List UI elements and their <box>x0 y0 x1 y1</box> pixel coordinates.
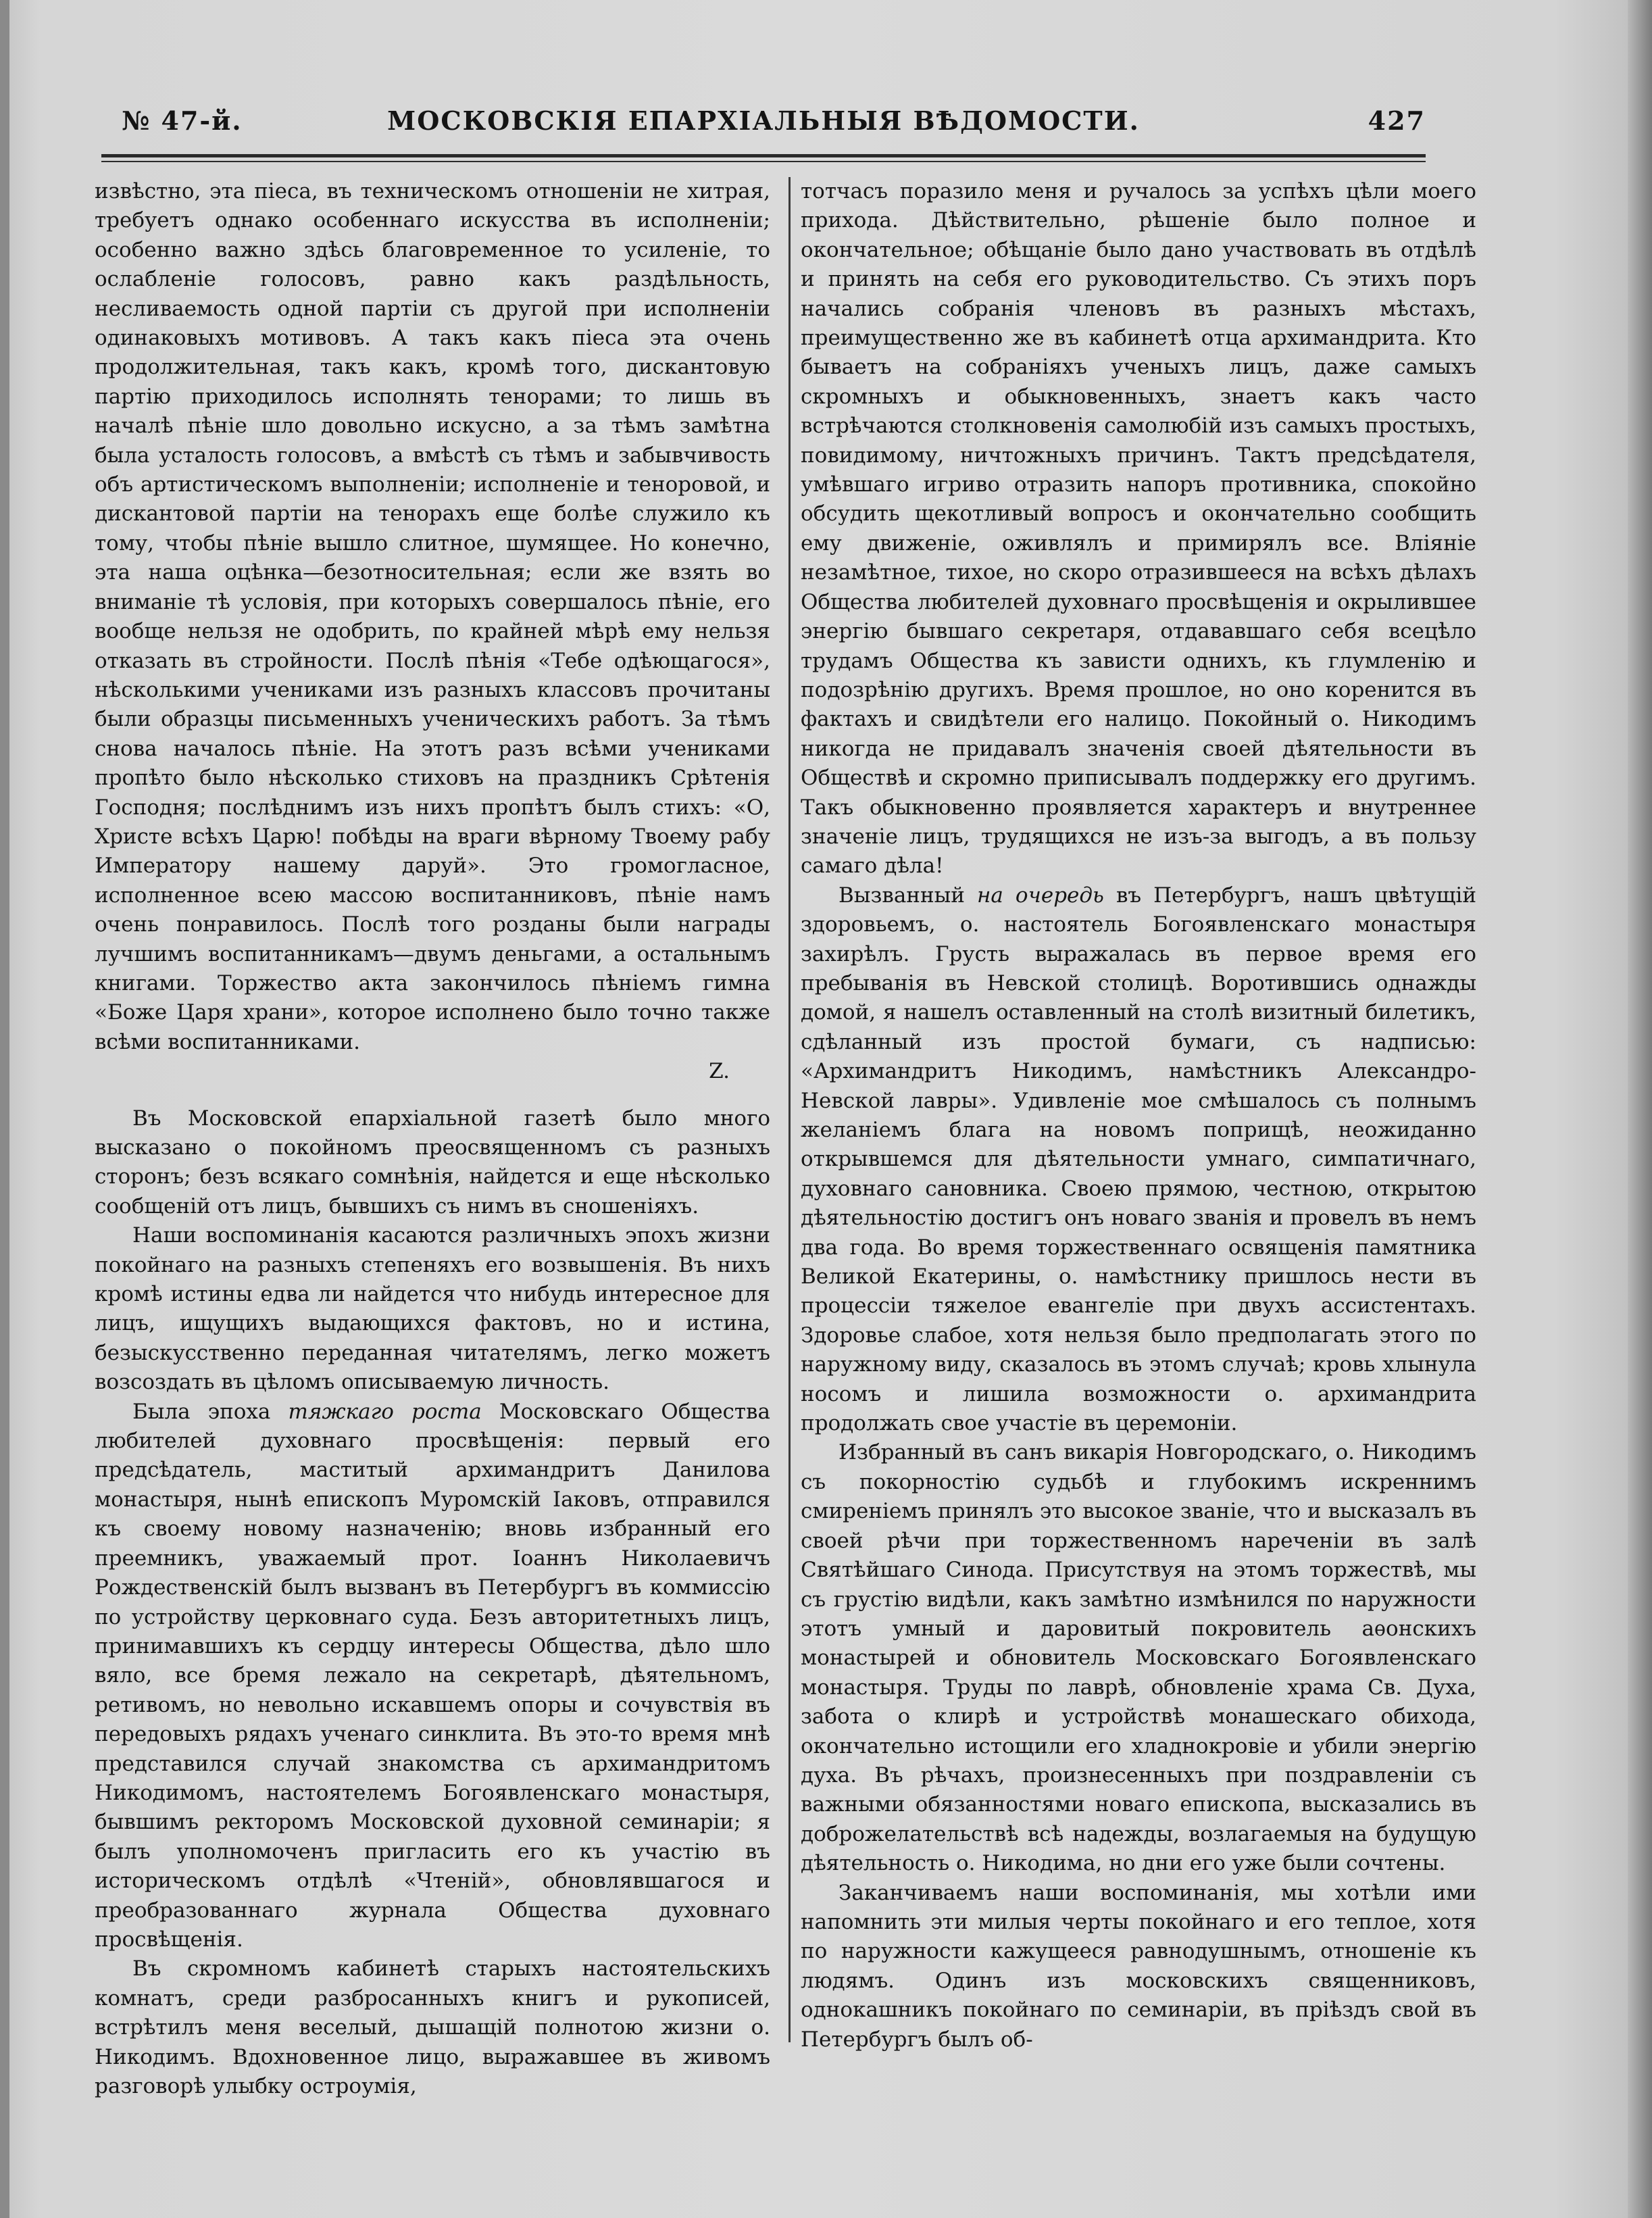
right-paragraph-2-rest: въ Петербургъ, нашъ цвѣтущiй здоровьемъ, о. настоятель Богоявленскаго монастыря захирѣлъ. Грусть выражалась въ первое время его пребыванiя въ Невской столицѣ. Воротившись однажды домой, я нашелъ оставленный на столѣ визитный билетикъ, сдѣланный изъ простой бумаги, съ надписью: «Архимандритъ Никодимъ, намѣстникъ Александро-Невской лавры». Удивленiе мое смѣшалось съ полнымъ желанiемъ блага на новомъ поприщѣ, неожиданно открывшемся для дѣятельности умнаго, симпатичнаго, духовнаго сановника. Своею прямою, честною, открытою дѣятельностiю достигъ онъ новаго званiя и провелъ въ немъ два года. Во время торжественнаго освященiя памятника Великой Екатерины, о. намѣстнику пришлось нести въ процессiи тяжелое евангелiе при двухъ ассистентахъ. Здоровье слабое, хотя нельзя было предполагать этого по наружному виду, сказалось въ этомъ случаѣ; кровь хлынула носомъ и лишила возможности о. архимандрита продолжать свое участiе въ церемонiи. <box>801 883 1477 1436</box>
publication-title: МОСКОВСКІЯ ЕПАРХІАЛЬНЫЯ ВѢДОМОСТИ. <box>387 105 1140 136</box>
page-number: 427 <box>1368 105 1426 136</box>
scan-edge-right <box>1628 0 1652 2218</box>
column-divider <box>789 177 791 2042</box>
header-rule-thin <box>101 161 1426 162</box>
right-column <box>801 177 1476 2054</box>
right-paragraph-4: Заканчиваемъ наши воспоминанiя, мы хотѣли ими напомнить эти милыя черты покойнаго и его теплое, хотя по наружности кажущееся равнодушнымъ, отношенiе къ людямъ. Одинъ изъ московскихъ священниковъ, однокашникъ покойнаго по семинарiи, въ прiѣздъ свой въ Петербургъ былъ об- <box>801 1880 1476 2052</box>
left-paragraph-4-emphasis: тяжкаго роста <box>288 1399 482 1424</box>
page-header <box>101 101 1426 149</box>
left-paragraph-2: Въ Московской епархiальной газетѣ было много высказано о покойномъ преосвященномъ съ разныхъ сторонъ; безъ всякаго сомнѣнiя, найдется и еще нѣсколько сообщенiй отъ лицъ, бывшихъ съ нимъ въ сношенiяхъ. <box>95 1106 770 1218</box>
right-paragraph-3: Избранный въ санъ викарiя Новгородскаго, о. Никодимъ съ покорностiю судьбѣ и глубокимъ искреннимъ смиренiемъ принялъ это высокое званiе, что и высказалъ въ своей рѣчи при торжественномъ нареченiи въ залѣ Святѣйшаго Синода. Присутствуя на этомъ торжествѣ, мы съ грустiю видѣли, какъ замѣтно измѣнился по наружности этотъ умный и даровитый покровитель аѳонскихъ монастырей и обновитель Московскаго Богоявленскаго монастыря. Труды по лаврѣ, обновленiе храма Св. Духа, забота о клирѣ и устройствѣ монашескаго обихода, окончательно истощили его хладнокровiе и убили энергiю духа. Въ рѣчахъ, произнесенныхъ при поздравленiи съ важными обязанностями новаго епископа, высказались въ доброжелательствѣ всѣ надежды, возлагаемыя на будущую дѣятельность о. Никодима, но дни его уже были сочтены. <box>801 1440 1476 1876</box>
signature: Z. <box>709 1059 730 1084</box>
right-paragraph-2-start: Вызванный <box>838 883 977 908</box>
left-column <box>95 177 770 2101</box>
right-paragraph-2 <box>801 881 1476 1439</box>
header-rule-thick <box>101 154 1426 157</box>
left-paragraph-4 <box>95 1398 770 1955</box>
left-paragraph-3: Наши воспоминанiя касаются различныхъ эпохъ жизни покойнаго на разныхъ степеняхъ его возвышенiя. Въ нихъ кромѣ истины едва ли найдется что нибудь интересное для лицъ, ищущихъ выдающихся фактовъ, но и истина, безыскусственно переданная читателямъ, легко можетъ возсоздать въ цѣломъ описываемую личность. <box>95 1223 770 1395</box>
left-paragraph-5: Въ скромномъ кабинетѣ старыхъ настоятельскихъ комнатъ, среди разбросанныхъ книгъ и рукописей, встрѣтилъ меня веселый, дышащiй полнотою жизни о. Никодимъ. Вдохновенное лицо, выражавшее въ живомъ разговорѣ улыбку остроумiя, <box>95 1956 770 2098</box>
right-paragraph-1: тотчасъ поразило меня и ручалось за успѣхъ цѣли моего прихода. Дѣйствительно, рѣшенiе было полное и окончательное; обѣщанiе было дано участвовать въ отдѣлѣ и принять на себя его руководительство. Съ этихъ поръ начались собранiя членовъ въ разныхъ мѣстахъ, преимущественно же въ кабинетѣ отца архимандрита. Кто бываетъ на собранiяхъ ученыхъ лицъ, даже самыхъ скромныхъ и обыкновенныхъ, знаетъ какъ часто встрѣчаются столкновенiя самолюбiй изъ самыхъ простыхъ, повидимому, ничтожныхъ причинъ. Тактъ предсѣдателя, умѣвшаго игриво отразить напоръ противника, спокойно обсудить щекотливый вопросъ и окончательно сообщить ему движенiе, оживлялъ и примирялъ все. Влiянiе незамѣтное, тихое, но скоро отразившееся на всѣхъ дѣлахъ Общества любителей духовнаго просвѣщенiя и окрылившее энергiю бывшаго секретаря, отдававшаго себя всецѣло трудамъ Общества къ зависти однихъ, къ глумленiю и подозрѣнiю другихъ. Время прошлое, но оно коренится въ фактахъ и свидѣтели его налицо. Покойный о. Никодимъ никогда не придавалъ значенiя своей дѣятельности въ Обществѣ и скромно приписывалъ поддержку его другимъ. Такъ обыкновенно проявляется характеръ и внутреннее значенiе лицъ, трудящихся не изъ-за выгодъ, а въ пользу самаго дѣла! <box>801 179 1476 879</box>
right-paragraph-2-emphasis: на очередь <box>976 883 1104 908</box>
left-paragraph-4-rest: Московскаго Общества любителей духовнаго просвѣщенiя: первый его предсѣдатель, маститый архимандритъ Данилова монастыря, нынѣ епископъ Муромскiй Iаковъ, отправился къ своему новому назначенiю; вновь избранный его преемникъ, уважаемый прот. Iоаннъ Николаевичъ Рождественскiй былъ вызванъ въ Петербургъ въ коммиссiю по устройству церковнаго суда. Безъ авторитетныхъ лицъ, принимавшихъ къ сердцу интересы Общества, дѣло шло вяло, все бремя лежало на секретарѣ, дѣятельномъ, ретивомъ, но невольно искавшемъ опоры и сочувствiя въ передовыхъ рядахъ ученаго синклита. Въ это-то время мнѣ представился случай знакомства съ архимандритомъ Никодимомъ, настоятелемъ Богоявленскаго монастыря, бывшимъ ректоромъ Московской духовной семинарiи; я былъ уполномоченъ пригласить его къ участiю въ историческомъ отдѣлѣ «Чтенiй», обновлявшагося и преобразованнаго журнала Общества духовнаго просвѣщенiя. <box>95 1399 770 1952</box>
scan-edge-left <box>0 0 9 2218</box>
issue-number: № 47-й. <box>122 105 243 136</box>
left-paragraph-4-start: Была эпоха <box>132 1399 289 1424</box>
left-paragraph-1: извѣстно, эта пiеса, въ техническомъ отношенiи не хитрая, требуетъ однако особеннаго искусства въ исполненiи; особенно важно здѣсь благовременное то усиленiе, то ослабленiе голосовъ, равно какъ раздѣльность, несливаемость одной партiи съ другой при исполненiи одинаковыхъ мотивовъ. А такъ какъ пiеса эта очень продолжительная, такъ какъ, кромѣ того, дискантовую партiю приходилось исполнять тенорами; то лишь въ началѣ пѣнiе шло довольно искусно, а за тѣмъ замѣтна была усталость голосовъ, а вмѣстѣ съ тѣмъ и забывчивость объ артистическомъ выполненiи; исполненiе и теноровой, и дискантовой партiи на тенорахъ еще болѣе служило къ тому, чтобы пѣнiе вышло слитное, шумящее. Но конечно, эта наша оцѣнка—безотносительная; если же взять во вниманiе тѣ условiя, при которыхъ совершалось пѣнiе, его вообще нельзя не одобрить, по крайней мѣрѣ ему нельзя отказать въ стройности. Послѣ пѣнiя «Тебе одѣющагося», нѣсколькими учениками изъ разныхъ классовъ прочитаны были образцы письменныхъ ученическихъ работъ. За тѣмъ снова началось пѣнiе. На этотъ разъ всѣми учениками пропѣто было нѣсколько стиховъ на праздникъ Срѣтенiя Господня; послѣднимъ изъ нихъ пропѣтъ былъ стихъ: «О, Христе всѣхъ Царю! побѣды на враги вѣрному Твоему рабу Императору нашему даруй». Это громогласное, исполненное всею массою воспитанниковъ, пѣнiе намъ очень понравилось. Послѣ того розданы были награды лучшимъ воспитанникамъ—двумъ деньгами, а остальнымъ книгами. Торжество акта закончилось пѣнiемъ гимна «Боже Царя храни», которое исполнено было точно также всѣми воспитанниками. <box>95 179 770 1054</box>
